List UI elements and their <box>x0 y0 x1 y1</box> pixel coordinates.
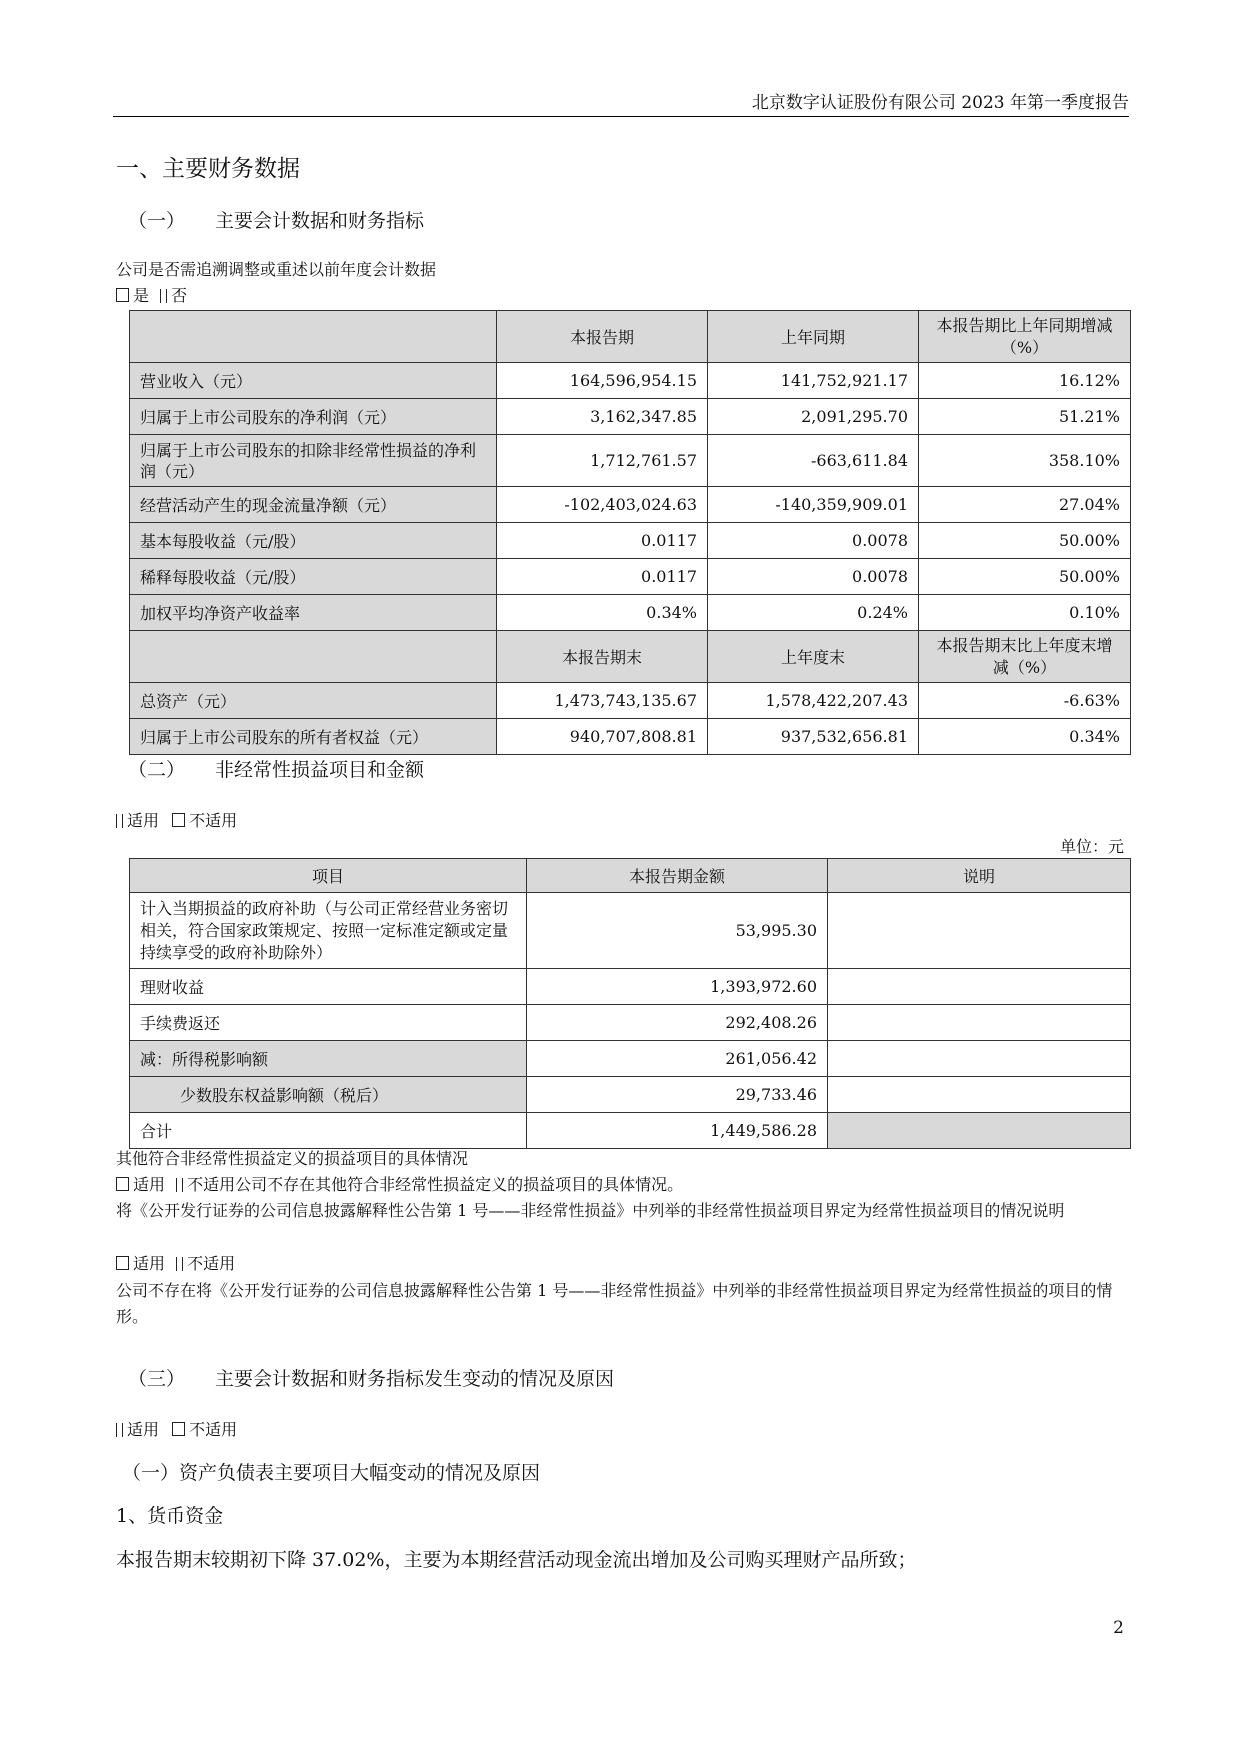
header-cell: 本报告期比上年同期增减（%） <box>919 311 1131 363</box>
applicability-line-2 <box>116 808 237 834</box>
subsection-title: 非经常性损益项目和金额 <box>215 759 425 781</box>
table-row <box>130 969 1131 1005</box>
row-label: 减：所得税影响额 <box>130 1041 527 1077</box>
header-cell: 说明 <box>828 859 1131 893</box>
table-row <box>130 893 1131 969</box>
applicability-line-recognition <box>116 1251 235 1277</box>
table-row <box>130 1041 1131 1077</box>
restate-options <box>116 283 187 309</box>
row-label: 归属于上市公司股东的扣除非经常性损益的净利润（元） <box>130 435 497 487</box>
row-label: 经营活动产生的现金流量净额（元） <box>130 487 497 523</box>
table-cell: 141,752,921.17 <box>708 363 919 399</box>
header-cell: 上年同期 <box>708 311 919 363</box>
table-header-row <box>130 631 1131 683</box>
table-cell: 0.0078 <box>708 559 919 595</box>
table-row <box>130 595 1131 631</box>
row-label: 归属于上市公司股东的所有者权益（元） <box>130 719 497 755</box>
table-row <box>130 683 1131 719</box>
non-recurring-items-table <box>129 858 1131 1149</box>
table-cell: 0.0117 <box>497 523 708 559</box>
table-cell: 0.34% <box>919 719 1131 755</box>
table-row <box>130 1077 1131 1113</box>
not-applicable-label: 不适用 <box>187 1254 236 1273</box>
table-row <box>130 363 1131 399</box>
subsection-number: （一） <box>128 210 186 232</box>
page-number: 2 <box>1113 1618 1124 1638</box>
table-cell: 164,596,954.15 <box>497 363 708 399</box>
table-cell: 53,995.30 <box>527 893 828 969</box>
table-cell: 1,393,972.60 <box>527 969 828 1005</box>
table-cell: 358.10% <box>919 435 1131 487</box>
checkbox-checked-icon[interactable] <box>116 814 123 828</box>
table-cell <box>828 1113 1131 1149</box>
subsection-2-heading <box>128 755 424 782</box>
table-cell: 937,532,656.81 <box>708 719 919 755</box>
row-label: 合计 <box>130 1113 527 1149</box>
subsection-number: （三） <box>128 1368 186 1390</box>
row-label: 稀释每股收益（元/股） <box>130 559 497 595</box>
table-row <box>130 1005 1131 1041</box>
row-label: 计入当期损益的政府补助（与公司正常经营业务密切相关，符合国家政策规定、按照一定标准定额或定量持续享受的政府补助除外） <box>130 893 527 969</box>
table-cell: 0.34% <box>497 595 708 631</box>
table-cell: 1,578,422,207.43 <box>708 683 919 719</box>
checkbox-unchecked-icon[interactable] <box>116 1177 129 1191</box>
header-cell: 本报告期金额 <box>527 859 828 893</box>
table-row <box>130 523 1131 559</box>
table-header-row <box>130 311 1131 363</box>
table-cell <box>828 969 1131 1005</box>
table-row <box>130 435 1131 487</box>
subsection-title: 主要会计数据和财务指标 <box>215 210 425 232</box>
table-row <box>130 1113 1131 1149</box>
table-cell <box>828 1005 1131 1041</box>
checkbox-unchecked-icon[interactable] <box>172 813 185 827</box>
applicable-label: 适用 <box>133 1254 166 1273</box>
header-cell: 上年度末 <box>708 631 919 683</box>
header-cell: 本报告期 <box>497 311 708 363</box>
row-label: 基本每股收益（元/股） <box>130 523 497 559</box>
subsection-1-heading <box>128 206 424 233</box>
checkbox-unchecked-icon[interactable] <box>172 1422 185 1436</box>
applicable-label: 适用 <box>133 1175 166 1194</box>
table-cell: 0.0117 <box>497 559 708 595</box>
header-cell: 项目 <box>130 859 527 893</box>
table-cell <box>828 1041 1131 1077</box>
row-label: 手续费返还 <box>130 1005 527 1041</box>
not-applicable-label: 不适用 <box>187 1175 236 1194</box>
not-applicable-label: 不适用 <box>189 1420 238 1439</box>
section-title: 一、主要财务数据 <box>116 156 300 182</box>
table-cell: 0.24% <box>708 595 919 631</box>
table-cell: 940,707,808.81 <box>497 719 708 755</box>
row-label: 营业收入（元） <box>130 363 497 399</box>
checkbox-unchecked-icon[interactable] <box>116 288 129 302</box>
row-label: 理财收益 <box>130 969 527 1005</box>
checkbox-checked-icon[interactable] <box>116 1423 123 1437</box>
table-cell: -140,359,909.01 <box>708 487 919 523</box>
table-cell <box>828 893 1131 969</box>
table-cell: 0.0078 <box>708 523 919 559</box>
subsection-3-1-heading: （一）资产负债表主要项目大幅变动的情况及原因 <box>122 1462 541 1484</box>
table-cell: -663,611.84 <box>708 435 919 487</box>
table-cell: 3,162,347.85 <box>497 399 708 435</box>
not-applicable-label: 不适用 <box>189 811 238 830</box>
header-cell <box>130 631 497 683</box>
subsection-number: （二） <box>128 759 186 781</box>
none-paragraph: 公司不存在将《公开发行证券的公司信息披露解释性公告第 1 号——非经常性损益》中列举的非经常性损益项目界定为经常性损益的项目的情形。 <box>116 1281 1113 1326</box>
table-cell: 50.00% <box>919 523 1131 559</box>
subsection-title: 主要会计数据和财务指标发生变动的情况及原因 <box>215 1368 615 1390</box>
option-no-label: 否 <box>171 286 188 305</box>
header-cell <box>130 311 497 363</box>
table-cell: 16.12% <box>919 363 1131 399</box>
unit-label: 单位：元 <box>1059 837 1124 856</box>
table-row <box>130 487 1131 523</box>
table-cell: 1,473,743,135.67 <box>497 683 708 719</box>
table-row <box>130 399 1131 435</box>
checkbox-checked-icon[interactable] <box>176 1257 183 1271</box>
checkbox-unchecked-icon[interactable] <box>116 1256 129 1270</box>
other-items-title: 其他符合非经常性损益定义的损益项目的具体情况 <box>116 1149 469 1168</box>
option-yes-label: 是 <box>133 286 150 305</box>
table-cell: 50.00% <box>919 559 1131 595</box>
table-cell: 0.10% <box>919 595 1131 631</box>
item-1-heading: 1、货币资金 <box>116 1505 224 1527</box>
table-cell: 51.21% <box>919 399 1131 435</box>
table-cell: -102,403,024.63 <box>497 487 708 523</box>
subsection-3-heading <box>128 1364 614 1391</box>
table-row <box>130 719 1131 755</box>
row-label: 归属于上市公司股东的净利润（元） <box>130 399 497 435</box>
table-row <box>130 559 1131 595</box>
applicable-label: 适用 <box>127 1420 160 1439</box>
page-header <box>113 86 1129 117</box>
recognition-paragraph: 将《公开发行证券的公司信息披露解释性公告第 1 号——非经常性损益》中列举的非经常性损益项目界定为经常性损益项目的情况说明 <box>116 1201 1065 1220</box>
table-cell: 29,733.46 <box>527 1077 828 1113</box>
key-financial-table <box>129 310 1131 755</box>
header-cell: 本报告期末比上年度末增减（%） <box>919 631 1131 683</box>
row-label: 加权平均净资产收益率 <box>130 595 497 631</box>
table-cell: 1,449,586.28 <box>527 1113 828 1149</box>
table-cell: 27.04% <box>919 487 1131 523</box>
table-cell: 292,408.26 <box>527 1005 828 1041</box>
table-cell: 2,091,295.70 <box>708 399 919 435</box>
header-text: 北京数字认证股份有限公司 2023 年第一季度报告 <box>751 93 1129 113</box>
item-1-text: 本报告期末较期初下降 37.02%，主要为本期经营活动现金流出增加及公司购买理财产品所致； <box>116 1549 917 1571</box>
applicability-line-3 <box>116 1417 237 1443</box>
table-cell: 1,712,761.57 <box>497 435 708 487</box>
restate-question: 公司是否需追溯调整或重述以前年度会计数据 <box>116 260 437 279</box>
checkbox-checked-icon[interactable] <box>176 1178 183 1192</box>
table-cell: -6.63% <box>919 683 1131 719</box>
other-items-line <box>116 1172 683 1198</box>
applicable-label: 适用 <box>127 811 160 830</box>
table-header-row <box>130 859 1131 893</box>
header-cell: 本报告期末 <box>497 631 708 683</box>
row-label: 少数股东权益影响额（税后） <box>130 1077 527 1113</box>
table-cell <box>828 1077 1131 1113</box>
other-items-text: 公司不存在其他符合非经常性损益定义的损益项目的具体情况。 <box>235 1175 684 1194</box>
checkbox-checked-icon[interactable] <box>160 289 167 303</box>
table-cell: 261,056.42 <box>527 1041 828 1077</box>
row-label: 总资产（元） <box>130 683 497 719</box>
